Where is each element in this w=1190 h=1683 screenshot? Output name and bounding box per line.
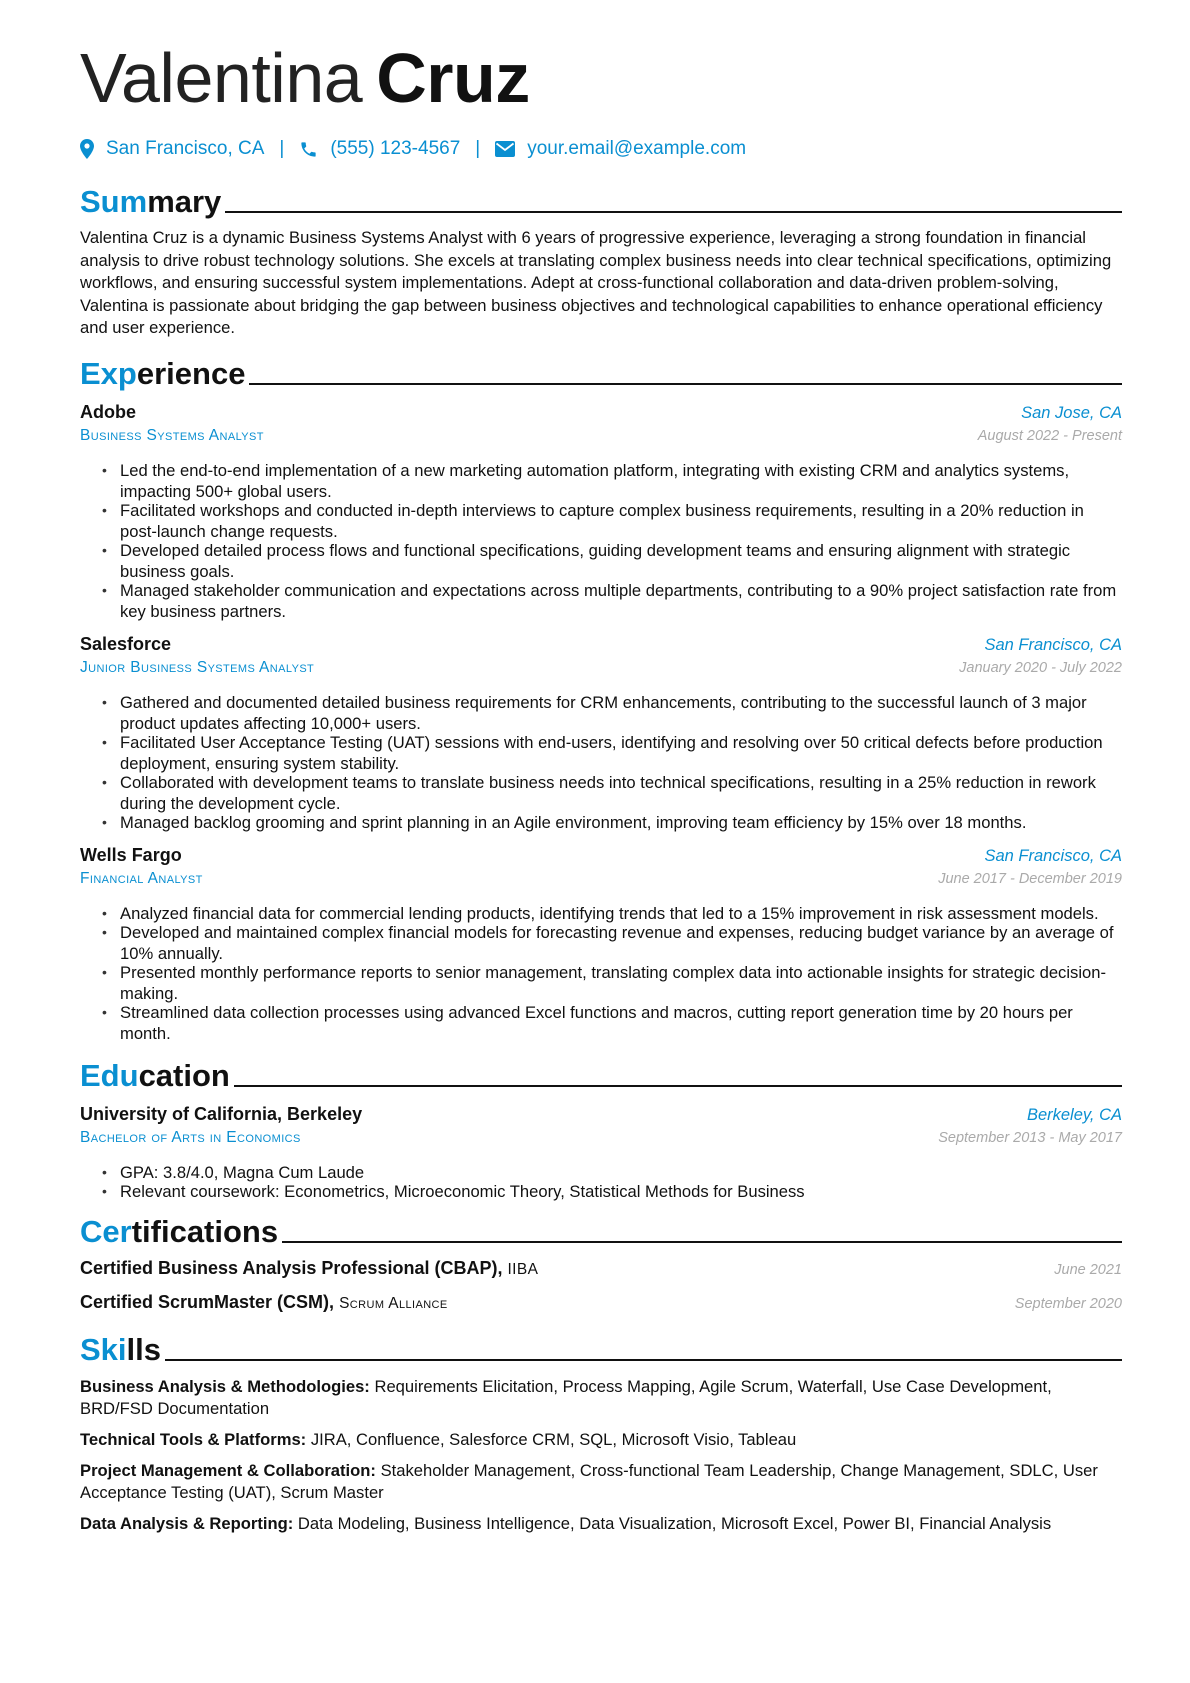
contact-location (80, 138, 264, 160)
skill-label: Data Analysis & Reporting: (80, 1513, 294, 1533)
company-name: Adobe (80, 401, 136, 422)
job-location: San Jose, CA (1021, 403, 1122, 422)
list-item: • Analyzed financial data for commercial lending products, identifying trends that led to a 15% improvement in risk assessment models. (108, 903, 1122, 924)
certification-date: June 2021 (1054, 1261, 1122, 1278)
skill-values: Stakeholder Management, Cross-functional Team Leadership, Change Management, SDLC, User Acceptance Testing (UAT), Scrum Master (80, 1460, 1098, 1502)
section-rule (234, 1085, 1122, 1087)
company-name: Salesforce (80, 633, 172, 654)
contact-phone[interactable] (299, 138, 460, 160)
section-rule (282, 1241, 1122, 1243)
list-item: • Collaborated with development teams to translate business needs into technical specifications, resulting in a 25% reduction in rework during the development cycle. (108, 772, 1122, 814)
first-name: Valentina (80, 39, 363, 117)
certification-item: Certified Business Analysis Professional (CBAP), IIBA June 2021 (80, 1257, 1122, 1278)
section-title-education: Education (80, 1054, 1122, 1094)
map-pin-icon (80, 139, 94, 159)
degree: Bachelor of Arts in Economics (80, 1128, 301, 1146)
skill-label: Business Analysis & Methodologies: (80, 1376, 370, 1396)
skill-group (80, 1429, 1122, 1451)
list-item: • Managed backlog grooming and sprint planning in an Agile environment, improving team efficiency by 15% over 18 months. (108, 812, 1122, 833)
list-item: • Developed detailed process flows and functional specifications, guiding development teams and ensuring alignment with strategic business goals. (108, 540, 1122, 582)
job-bullets (80, 692, 1122, 833)
section-title-certifications: Certifications (80, 1210, 1122, 1250)
certification-name: Certified Business Analysis Professional (CBAP) (80, 1257, 498, 1278)
job-entry (80, 402, 1122, 622)
job-title: Junior Business Systems Analyst (80, 658, 315, 676)
school-location: Berkeley, CA (1026, 1105, 1122, 1124)
contact-bar (80, 134, 1122, 164)
skill-group (80, 1460, 1122, 1504)
list-item: • Developed and maintained complex financial models for forecasting revenue and expenses, reducing budget variance by an average of 10% annually. (108, 922, 1122, 964)
contact-email[interactable] (495, 138, 746, 160)
skill-label: Project Management & Collaboration: (80, 1460, 376, 1480)
section-rule (225, 211, 1122, 213)
skill-values: JIRA, Confluence, Salesforce CRM, SQL, Microsoft Visio, Tableau (310, 1429, 797, 1449)
list-item: • Relevant coursework: Econometrics, Microeconomic Theory, Statistical Methods for Business (108, 1181, 1122, 1202)
job-location: San Francisco, CA (984, 635, 1122, 654)
certification-item: Certified ScrumMaster (CSM), Scrum Alliance September 2020 (80, 1291, 1122, 1312)
list-item: • Led the end-to-end implementation of a new marketing automation platform, integrating with existing CRM and analytics systems, impacting 500+ global users. (108, 460, 1122, 502)
education-dates: September 2013 - May 2017 (938, 1129, 1122, 1146)
list-item: • Facilitated workshops and conducted in-depth interviews to capture complex business requirements, resulting in a 20% reduction in post-launch change requests. (108, 500, 1122, 542)
section-title-skills: Skills (80, 1328, 1122, 1368)
phone-text: (555) 123-4567 (330, 138, 461, 159)
section-rule (249, 383, 1122, 385)
section-rule (165, 1359, 1122, 1361)
skill-values: Requirements Elicitation, Process Mapping, Agile Scrum, Waterfall, Use Case Development, BRD/FSD Documentation (80, 1376, 1052, 1418)
certification-issuer: Scrum Alliance (339, 1294, 448, 1312)
contact-separator: | (475, 138, 481, 159)
skill-group (80, 1513, 1122, 1535)
job-dates: August 2022 - Present (977, 427, 1122, 444)
list-item: • Presented monthly performance reports to senior management, translating complex data into actionable insights for strategic decision-making. (108, 962, 1122, 1004)
list-item: • Streamlined data collection processes using advanced Excel functions and macros, cutting report generation time by 20 hours per month. (108, 1002, 1122, 1044)
job-entry (80, 634, 1122, 833)
list-item: • Managed stakeholder communication and expectations across multiple departments, contributing to a 90% project satisfaction rate from key business partners. (108, 580, 1122, 622)
skill-values: Data Modeling, Business Intelligence, Data Visualization, Microsoft Excel, Power BI, Financial Analysis (297, 1513, 1052, 1533)
section-title-summary: Summary (80, 180, 1122, 220)
job-title: Financial Analyst (80, 869, 203, 887)
contact-separator: | (279, 138, 285, 159)
job-bullets (80, 903, 1122, 1044)
job-dates: January 2020 - July 2022 (959, 659, 1122, 676)
last-name: Cruz (376, 39, 530, 117)
job-dates: June 2017 - December 2019 (938, 870, 1122, 887)
company-name: Wells Fargo (80, 844, 182, 865)
summary-text: Valentina Cruz is a dynamic Business Systems Analyst with 6 years of progressive experience, leveraging a strong foundation in financial analysis to drive robust technology solutions. She excels at translating complex business needs into clear technical specifications, optimizing workflows, and ensuring successful system implementations. Adept at cross-functional collaboration and data-driven problem-solving, Valentina is passionate about bridging the gap between business objectives and technological capabilities to enhance operational efficiency and user experience. (80, 228, 1112, 337)
certification-date: September 2020 (1014, 1295, 1122, 1312)
phone-icon (299, 140, 318, 159)
certification-issuer: IIBA (507, 1260, 539, 1278)
job-entry (80, 845, 1122, 1044)
list-item: • Facilitated User Acceptance Testing (UAT) sessions with end-users, identifying and resolving over 50 critical defects before production deployment, ensuring system stability. (108, 732, 1122, 774)
education-entry (80, 1104, 1122, 1202)
section-title-experience: Experience (80, 352, 1122, 392)
list-item: • Gathered and documented detailed business requirements for CRM enhancements, contributing to the successful launch of 3 major product updates affecting 10,000+ users. (108, 692, 1122, 734)
school-name: University of California, Berkeley (80, 1103, 363, 1124)
certification-name: Certified ScrumMaster (CSM) (80, 1291, 330, 1312)
job-title: Business Systems Analyst (80, 426, 264, 444)
location-text: San Francisco, CA (106, 138, 265, 159)
list-item: • GPA: 3.8/4.0, Magna Cum Laude (108, 1162, 1122, 1183)
education-bullets (80, 1162, 1122, 1202)
envelope-icon (495, 141, 515, 157)
job-bullets (80, 460, 1122, 622)
candidate-name (80, 0, 1122, 116)
skill-label: Technical Tools & Platforms: (80, 1429, 307, 1449)
job-location: San Francisco, CA (984, 846, 1122, 865)
skill-group (80, 1376, 1122, 1420)
email-text: your.email@example.com (527, 138, 747, 159)
